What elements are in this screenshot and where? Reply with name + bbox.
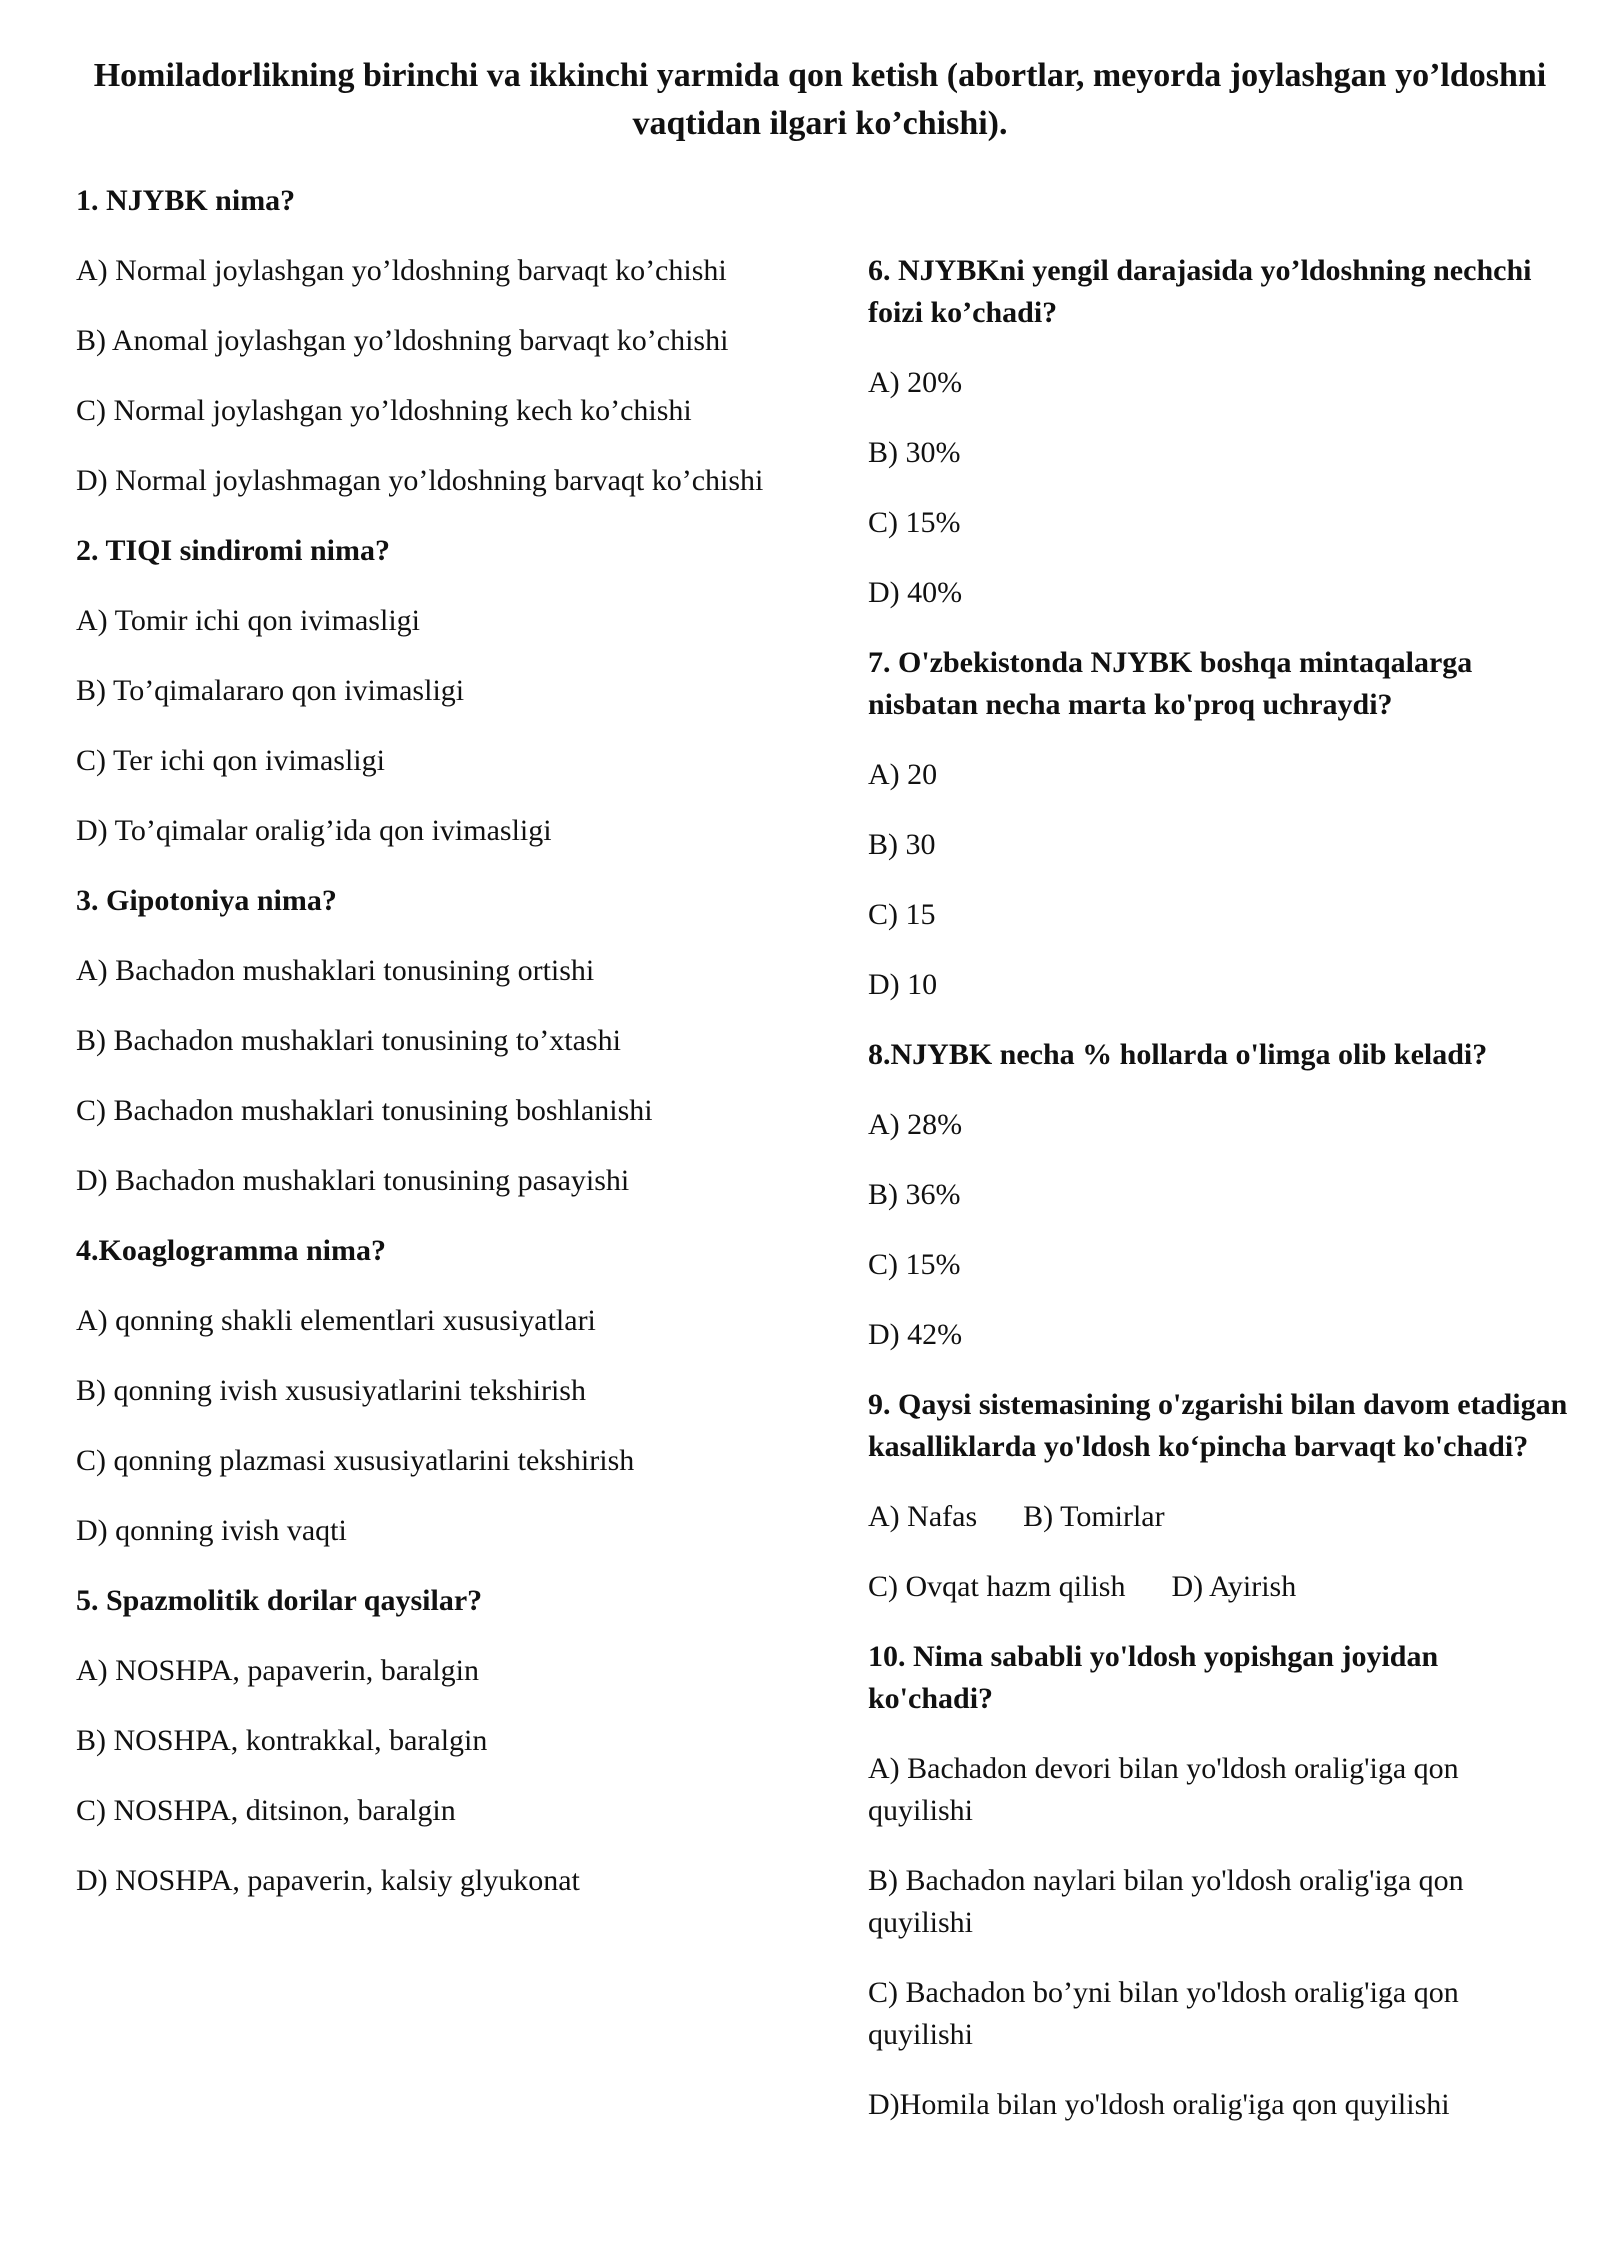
option-c: C) 15% [868,506,961,539]
options-row-ab [868,1496,1568,1538]
question-1 [76,180,776,502]
option-b: B) To’qimalararo qon ivimasligi [76,674,465,707]
option-b: B) qonning ivish xususiyatlarini tekshirish [76,1374,586,1407]
question-text: 7. O'zbekistonda NJYBK boshqa mintaqalarga nisbatan necha marta ko'proq uchraydi? [868,646,1473,721]
question-5 [76,1580,776,1902]
question-text: 8.NJYBK necha % hollarda o'limga olib keladi? [868,1038,1488,1071]
option-d: D) Bachadon mushaklari tonusining pasayishi [76,1164,630,1197]
option-a: A) NOSHPA, papaverin, baralgin [76,1654,479,1687]
option-b: B) Anomal joylashgan yo’ldoshning barvaqt ko’chishi [76,324,729,357]
question-9 [868,1384,1568,1608]
option-d: D) qonning ivish vaqti [76,1514,347,1547]
question-text: 6. NJYBKni yengil darajasida yo’ldoshning nechchi foizi ko’chadi? [868,254,1532,329]
option-a: A) 20% [868,366,963,399]
option-b: B) 36% [868,1178,961,1211]
option-c: C) 15 [868,898,936,931]
page-title: Homiladorlikning birinchi va ikkinchi yarmida qon ketish (abortlar, meyorda joylashgan yo’ldoshni vaqtidan ilgari ko’chishi). [93,57,1547,142]
question-text: 10. Nima sababli yo'ldosh yopishgan joyidan ko'chadi? [868,1640,1439,1715]
option-b: B) Tomirlar [1023,1500,1165,1533]
question-2 [76,530,776,852]
option-b: B) 30 [868,828,936,861]
question-7 [868,642,1568,1006]
option-a: A) Bachadon mushaklari tonusining ortishi [76,954,595,987]
question-text: 2. TIQI sindiromi nima? [76,534,390,567]
option-a: A) qonning shakli elementlari xususiyatlari [76,1304,596,1337]
option-d: D) Ayirish [1171,1570,1297,1603]
option-d: D) Normal joylashmagan yo’ldoshning barvaqt ko’chishi [76,464,764,497]
question-text: 3. Gipotoniya nima? [76,884,337,917]
option-d: D) 40% [868,576,963,609]
option-c: C) Ter ichi qon ivimasligi [76,744,385,777]
option-c: C) Ovqat hazm qilish [868,1570,1126,1603]
option-c: C) Bachadon mushaklari tonusining boshlanishi [76,1094,653,1127]
option-b: B) 30% [868,436,961,469]
option-c: C) Bachadon bo’yni bilan yo'ldosh oralig'iga qon quyilishi [868,1976,1459,2051]
option-d: D) To’qimalar oralig’ida qon ivimasligi [76,814,552,847]
option-c: C) qonning plazmasi xususiyatlarini tekshirish [76,1444,635,1477]
option-d: D) 10 [868,968,938,1001]
left-column [76,180,776,1930]
question-text: 5. Spazmolitik dorilar qaysilar? [76,1584,483,1617]
option-a: A) Tomir ichi qon ivimasligi [76,604,420,637]
option-b: B) Bachadon mushaklari tonusining to’xtashi [76,1024,621,1057]
option-a: A) Bachadon devori bilan yo'ldosh oralig'iga qon quyilishi [868,1752,1459,1827]
question-text: 1. NJYBK nima? [76,184,296,217]
option-c: C) NOSHPA, ditsinon, baralgin [76,1794,456,1827]
question-text: 9. Qaysi sistemasining o'zgarishi bilan davom etadigan kasalliklarda yo'ldosh ko‘pincha barvaqt ko'chadi? [868,1388,1568,1463]
right-column [868,250,1568,2154]
question-4 [76,1230,776,1552]
option-d: D)Homila bilan yo'ldosh oralig'iga qon quyilishi [868,2088,1450,2121]
question-text: 4.Koaglogramma nima? [76,1234,386,1267]
option-b: B) Bachadon naylari bilan yo'ldosh oralig'iga qon quyilishi [868,1864,1464,1939]
question-3 [76,880,776,1202]
option-a: A) 28% [868,1108,963,1141]
question-8 [868,1034,1568,1356]
option-d: D) NOSHPA, papaverin, kalsiy glyukonat [76,1864,580,1897]
option-c: C) 15% [868,1248,961,1281]
option-d: D) 42% [868,1318,963,1351]
option-a: A) 20 [868,758,938,791]
question-6 [868,250,1568,614]
question-10 [868,1636,1568,2126]
option-a: A) Nafas [868,1500,978,1533]
option-c: C) Normal joylashgan yo’ldoshning kech ko’chishi [76,394,692,427]
option-a: A) Normal joylashgan yo’ldoshning barvaqt ko’chishi [76,254,727,287]
options-row-cd [868,1566,1568,1608]
option-b: B) NOSHPA, kontrakkal, baralgin [76,1724,488,1757]
